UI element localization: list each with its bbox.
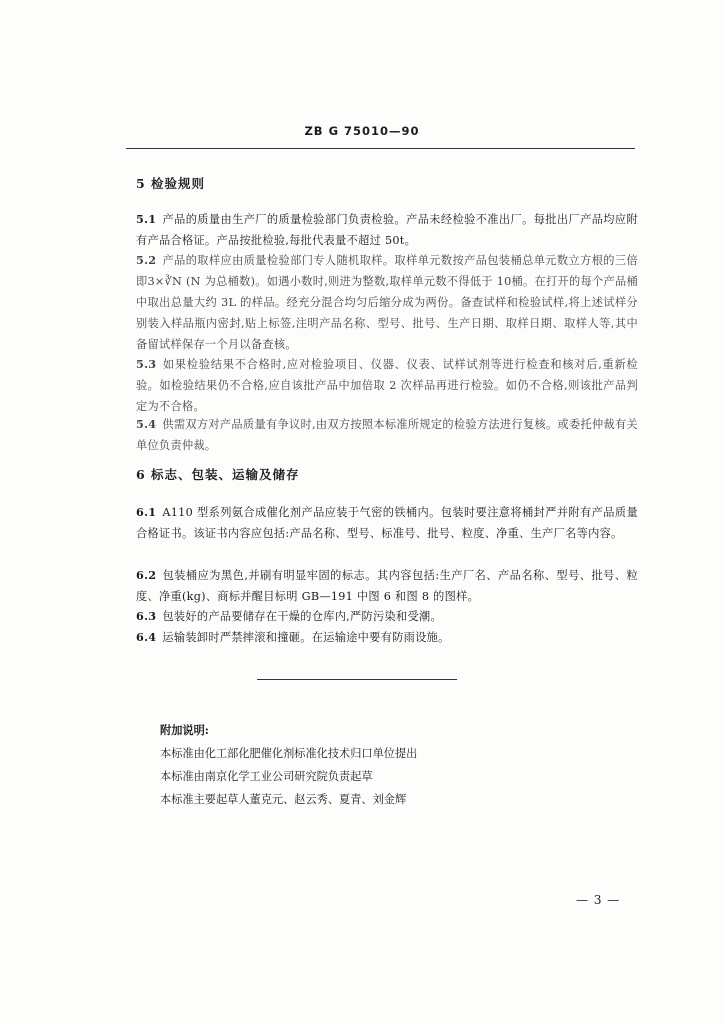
clause-5-3 xyxy=(136,354,638,417)
clause-6-4 xyxy=(136,627,638,648)
clause-6-1 xyxy=(136,502,638,544)
section-6-title: 6 标志、包装、运输及储存 xyxy=(136,467,300,482)
clause-number: 6.2 xyxy=(136,568,157,582)
clause-text: 产品的质量由生产厂的质量检验部门负责检验。产品未经检验不准出厂。每批出厂产品均应附有产品合格证。产品按批检验,每批代表量不超过 50t。 xyxy=(136,213,638,247)
section-separator-rule xyxy=(257,679,457,680)
page-number: — 3 — xyxy=(576,893,621,907)
clause-5-4 xyxy=(136,414,638,456)
clause-number: 6.1 xyxy=(136,505,157,519)
clause-text: 运输装卸时严禁摔滚和撞砸。在运输途中要有防雨设施。 xyxy=(162,631,450,644)
clause-6-2 xyxy=(136,565,638,607)
clause-text: 如果检验结果不合格时,应对检验项目、仪器、仪表、试样试剂等进行检查和核对后,重新检验。如检验结果仍不合格,应自该批产品中加倍取 2 次样品再进行检验。如仍不合格,则该批产品判定为不合格。 xyxy=(136,358,638,413)
clause-text: 供需双方对产品质量有争议时,由双方按照本标准所规定的检验方法进行复核。或委托仲裁有关单位负责仲裁。 xyxy=(136,418,638,452)
notes-line: 本标准主要起草人董克元、赵云秀、夏青、刘金辉 xyxy=(160,793,407,806)
standard-code-header: ZB G 75010—90 xyxy=(304,124,420,138)
clause-6-3 xyxy=(136,606,638,627)
clause-number: 6.3 xyxy=(136,609,157,623)
clause-number: 5.4 xyxy=(136,417,157,431)
clause-text: A110 型系列氨合成催化剂产品应装于气密的铁桶内。包装时要注意将桶封严并附有产品质量合格证书。该证书内容应包括:产品名称、型号、标准号、批号、粒度、净重、生产厂名等内容。 xyxy=(136,506,638,540)
clause-5-1 xyxy=(136,209,638,251)
clause-number: 6.4 xyxy=(136,630,157,644)
clause-text: 包装好的产品要储存在干燥的仓库内,严防污染和受潮。 xyxy=(162,610,442,623)
clause-text: 产品的取样应由质量检验部门专人随机取样。取样单元数按产品包装桶总单元数立方根的三倍即3×∛N (N 为总桶数)。如遇小数时,则进为整数,取样单元数不得低于 10桶。在打开的每个产品桶中取出总量大约 3L 的样品。经充分混合均匀后缩分成为两份。备查试样和检验试样,将上述试样分别装入样品瓶内密封,贴上标签,注明产品名称、型号、批号、生产日期、取样日期、取样人等,其中备留试样保存一个月以备查核。 xyxy=(136,254,638,351)
clause-number: 5.2 xyxy=(136,253,157,267)
header-rule xyxy=(126,148,635,149)
clause-number: 5.1 xyxy=(136,212,157,226)
notes-line: 本标准由南京化学工业公司研究院负责起草 xyxy=(160,770,373,783)
notes-line: 本标准由化工部化肥催化剂标准化技术归口单位提出 xyxy=(160,747,418,760)
notes-heading: 附加说明: xyxy=(160,723,209,737)
additional-notes xyxy=(160,719,417,811)
clause-number: 5.3 xyxy=(136,357,157,371)
section-5-title: 5 检验规则 xyxy=(136,176,206,191)
clause-text: 包装桶应为黑色,并刷有明显牢固的标志。其内容包括:生产厂名、产品名称、型号、批号、粒度、净重(kg)、商标并醒目标明 GB—191 中图 6 和图 8 的图样。 xyxy=(136,569,638,603)
clause-5-2 xyxy=(136,250,638,355)
